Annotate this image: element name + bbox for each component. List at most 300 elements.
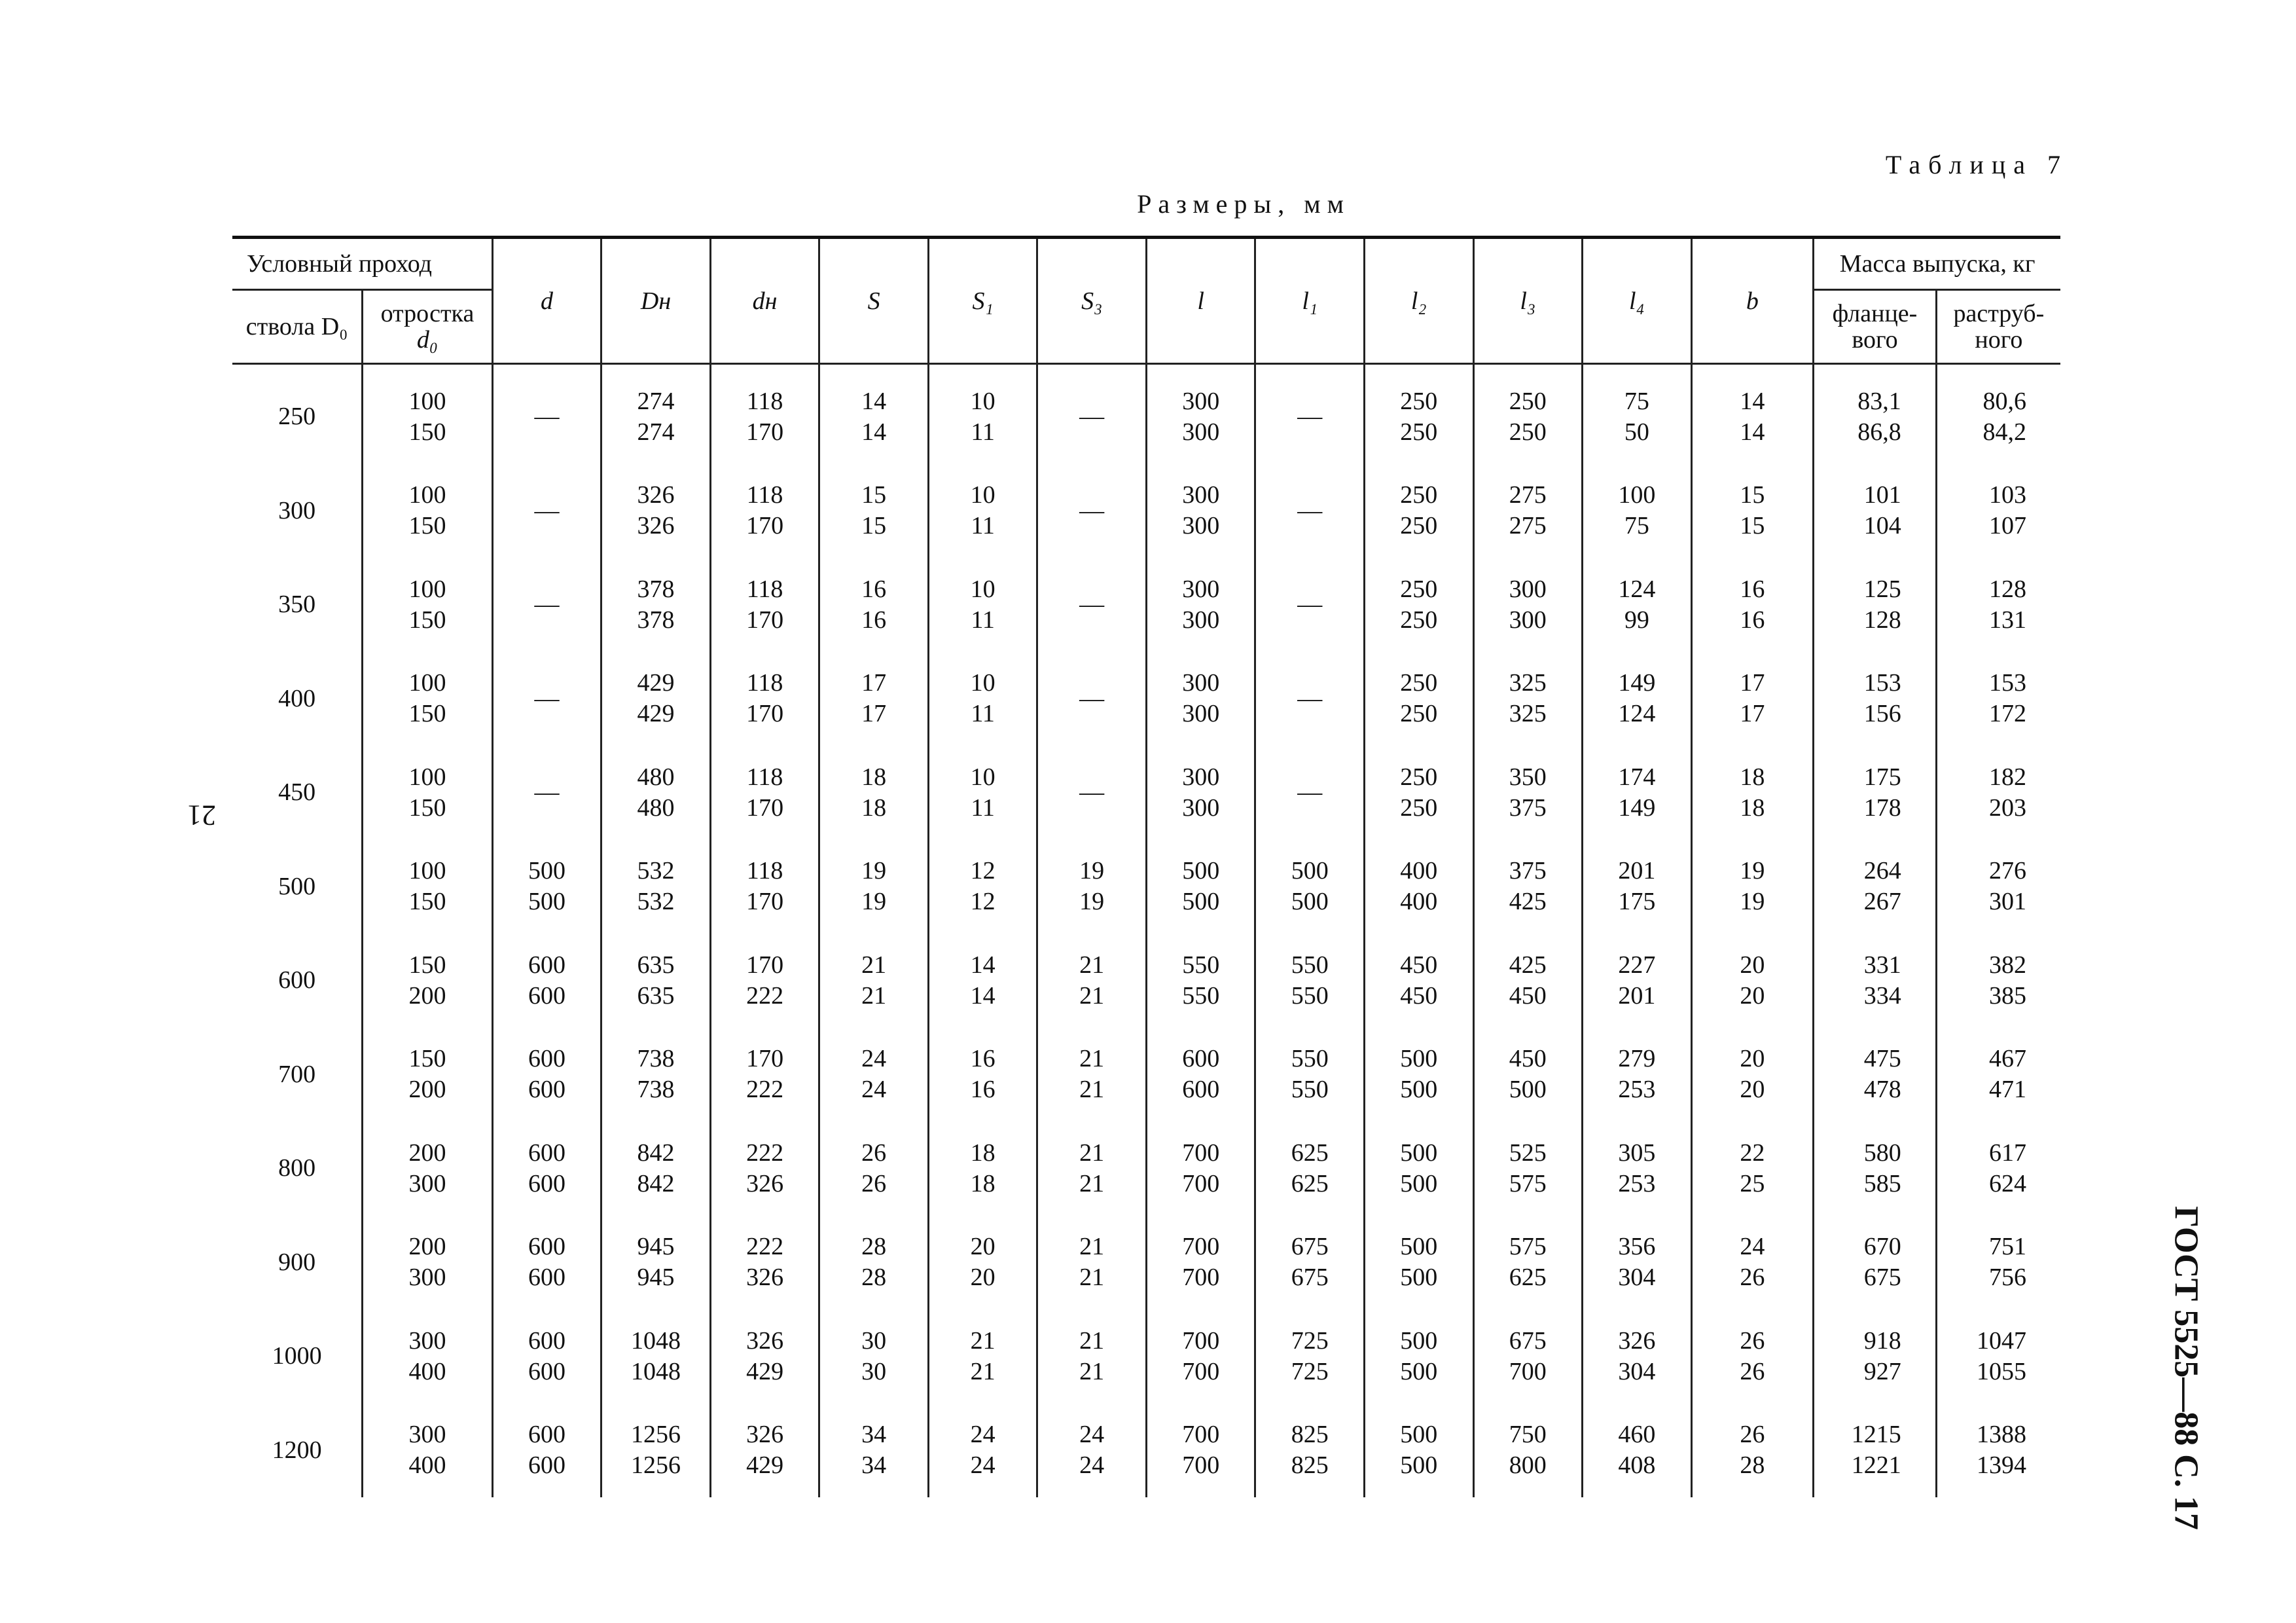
cell-value: 18 (1740, 763, 1765, 791)
cell-value: 26 (1740, 1357, 1765, 1385)
cell-value: 1048 (631, 1326, 681, 1355)
table-row (232, 1028, 2060, 1122)
table-cell (1583, 840, 1692, 934)
cell-value: 500 (1182, 888, 1220, 916)
table-cell (1037, 1122, 1147, 1216)
cell-value: 700 (1182, 1326, 1220, 1355)
cell-value: 149 (1618, 669, 1656, 697)
table-cell (1037, 1216, 1147, 1310)
cell-value: 21 (1079, 1264, 1105, 1292)
cell-value: 170 (746, 418, 784, 446)
table-cell (1814, 746, 1937, 840)
cell-value: 170 (746, 888, 784, 916)
table-cell (1146, 464, 1255, 558)
table-cell (928, 464, 1037, 558)
table-row (232, 558, 2060, 652)
cell-value: 300 (1182, 606, 1220, 634)
cell-value: 300 (1509, 606, 1547, 634)
table-cell (1691, 1122, 1814, 1216)
cell-value: 150 (408, 793, 446, 822)
table-cell (1691, 840, 1814, 934)
table-cell (1583, 1028, 1692, 1122)
table-cell (1473, 840, 1583, 934)
cell-value: 300 (1509, 575, 1547, 603)
cell-value: 450 (1509, 981, 1547, 1010)
table-cell (1473, 1122, 1583, 1216)
table-row (232, 1216, 2060, 1310)
table-cell (1255, 652, 1365, 746)
cell-value: 500 (1400, 1264, 1438, 1292)
cell-trunk-bore: 450 (278, 778, 316, 807)
table-cell (1473, 464, 1583, 558)
table-cell (601, 464, 711, 558)
table-cell (1037, 364, 1147, 464)
cell-value: 301 (1989, 888, 2026, 916)
cell-value: 425 (1509, 951, 1547, 979)
cell-value: 675 (1291, 1233, 1329, 1261)
cell-value: 250 (1400, 575, 1438, 603)
table-cell (1365, 1309, 1474, 1404)
cell-value: 300 (408, 1169, 446, 1197)
table-cell (1583, 464, 1692, 558)
cell-value: 475 (1863, 1045, 1901, 1073)
table-cell (1691, 1309, 1814, 1404)
cell-value: 26 (1740, 1421, 1765, 1449)
table-cell (819, 1309, 929, 1404)
cell-value: 425 (1509, 888, 1547, 916)
cell-value: 21 (1079, 1076, 1105, 1104)
cell-value: 150 (408, 951, 446, 979)
cell-value: 250 (1400, 418, 1438, 446)
cell-value: 20 (970, 1264, 996, 1292)
cell-value: — (1297, 403, 1323, 431)
header-mass-flange-line1: фланце- (1832, 300, 1918, 327)
table-row (232, 934, 2060, 1028)
table-cell (601, 746, 711, 840)
cell-value: 200 (408, 1139, 446, 1167)
table-cell (928, 1122, 1037, 1216)
cell-value: 227 (1618, 951, 1656, 979)
table-cell (363, 1122, 493, 1216)
cell-value: 100 (408, 575, 446, 603)
cell-value: 18 (970, 1139, 996, 1167)
cell-value: 20 (970, 1233, 996, 1261)
cell-value: 500 (1291, 888, 1329, 916)
cell-value: 326 (637, 512, 675, 540)
table-cell (1037, 1404, 1147, 1498)
cell-value: 19 (1740, 857, 1765, 885)
cell-value: 450 (1400, 951, 1438, 979)
table-row (232, 746, 2060, 840)
table-cell (1255, 934, 1365, 1028)
cell-value: 250 (1509, 418, 1547, 446)
cell-value: 378 (637, 575, 675, 603)
cell-value: 276 (1989, 857, 2026, 885)
cell-value: 104 (1863, 512, 1901, 540)
table-cell (1936, 652, 2060, 746)
cell-value: 751 (1989, 1233, 2026, 1261)
cell-value: 12 (970, 857, 996, 885)
cell-value: 480 (637, 793, 675, 822)
cell-value: 1215 (1851, 1421, 1901, 1449)
table-cell (819, 934, 929, 1028)
cell-value: 107 (1989, 512, 2026, 540)
table-cell (928, 364, 1037, 464)
cell-value: 15 (861, 512, 887, 540)
cell-value: 118 (746, 763, 783, 791)
table-cell (1146, 934, 1255, 1028)
cell-value: 274 (637, 387, 675, 415)
cell-value: 580 (1863, 1139, 1901, 1167)
cell-trunk-bore: 900 (278, 1248, 316, 1276)
table-cell (1365, 464, 1474, 558)
cell-value: 150 (408, 418, 446, 446)
table-cell (1037, 934, 1147, 1028)
cell-value: 14 (970, 951, 996, 979)
table-cell (492, 840, 601, 934)
table-row (232, 1404, 2060, 1498)
table-cell (1255, 464, 1365, 558)
cell-value: 118 (746, 575, 783, 603)
table-cell (1473, 1216, 1583, 1310)
cell-value: 200 (408, 981, 446, 1010)
cell-value: 15 (1740, 481, 1765, 509)
table-cell (819, 746, 929, 840)
cell-value: 250 (1400, 763, 1438, 791)
table-cell (1936, 1404, 2060, 1498)
cell-value: 124 (1618, 700, 1656, 728)
table-cell (928, 1309, 1037, 1404)
cell-value: 480 (637, 763, 675, 791)
table-cell (1255, 558, 1365, 652)
cell-value: 170 (746, 700, 784, 728)
table-cell (1473, 1309, 1583, 1404)
cell-value: 600 (528, 1076, 566, 1104)
cell-value: 250 (1400, 387, 1438, 415)
table-cell (928, 652, 1037, 746)
table-cell (1255, 746, 1365, 840)
table-cell (1691, 1028, 1814, 1122)
table-cell (1691, 364, 1814, 464)
cell-value: — (534, 778, 560, 807)
cell-value: 500 (1400, 1169, 1438, 1197)
cell-value: 21 (861, 981, 887, 1010)
cell-value: 18 (861, 763, 887, 791)
cell-value: 24 (970, 1451, 996, 1480)
cell-value: 222 (746, 1233, 784, 1261)
cell-value: 1221 (1851, 1451, 1901, 1480)
table-cell (492, 464, 601, 558)
cell-value: 550 (1291, 951, 1329, 979)
cell-value: 1055 (1977, 1357, 2026, 1385)
cell-value: 700 (1182, 1264, 1220, 1292)
cell-value: 34 (861, 1451, 887, 1480)
cell-value: 18 (1740, 793, 1765, 822)
table-cell (710, 558, 819, 652)
table-cell (1583, 1404, 1692, 1498)
cell-value: 150 (408, 512, 446, 540)
cell-value: 500 (1400, 1357, 1438, 1385)
cell-value: 20 (1740, 1045, 1765, 1073)
cell-value: 738 (637, 1045, 675, 1073)
table-cell (601, 1028, 711, 1122)
cell-value: 21 (1079, 1357, 1105, 1385)
cell-value: 16 (1740, 606, 1765, 634)
cell-value: 1047 (1977, 1326, 2026, 1355)
cell-value: 300 (408, 1264, 446, 1292)
header-param: Dн (601, 238, 711, 364)
table-cell (819, 364, 929, 464)
cell-value: 149 (1618, 793, 1656, 822)
cell-value: 670 (1863, 1233, 1901, 1261)
table-cell (492, 364, 601, 464)
cell-trunk-bore: 700 (278, 1060, 316, 1088)
cell-value: 156 (1863, 700, 1901, 728)
table-cell (363, 934, 493, 1028)
cell-value: 19 (861, 857, 887, 885)
cell-value: 200 (408, 1076, 446, 1104)
header-outlet-mass: Масса выпуска, кг (1814, 238, 2060, 290)
cell-value: 250 (1400, 700, 1438, 728)
cell-value: 600 (528, 1451, 566, 1480)
table-cell (363, 1309, 493, 1404)
cell-value: 304 (1618, 1357, 1656, 1385)
cell-value: 300 (1182, 481, 1220, 509)
cell-value: 585 (1863, 1169, 1901, 1197)
cell-value: 300 (408, 1421, 446, 1449)
cell-value: 201 (1618, 857, 1656, 885)
cell-value: 172 (1989, 700, 2026, 728)
cell-value: 14 (1740, 387, 1765, 415)
cell-value: 334 (1863, 981, 1901, 1010)
table-cell (928, 1028, 1037, 1122)
header-mass-socket-line1: раструб- (1953, 300, 2045, 327)
cell-value: 24 (1079, 1421, 1105, 1449)
table-cell (1583, 1309, 1692, 1404)
cell-value: 600 (528, 981, 566, 1010)
cell-value: — (1297, 778, 1323, 807)
table-label: Таблица 7 (1885, 150, 2068, 179)
table-cell (1255, 1216, 1365, 1310)
cell-value: 250 (1400, 481, 1438, 509)
table-cell (363, 1216, 493, 1310)
cell-value: 16 (970, 1076, 996, 1104)
cell-value: 625 (1509, 1264, 1547, 1292)
table-cell (1691, 1404, 1814, 1498)
cell-value: 550 (1182, 951, 1220, 979)
cell-value: 575 (1509, 1169, 1547, 1197)
cell-value: 725 (1291, 1357, 1329, 1385)
cell-value: 350 (1509, 763, 1547, 791)
table-cell (1473, 934, 1583, 1028)
header-param: l₄ (1583, 238, 1692, 364)
table-cell (1583, 558, 1692, 652)
cell-value: 101 (1863, 481, 1901, 509)
cell-value: 600 (528, 951, 566, 979)
cell-value: 842 (637, 1169, 675, 1197)
dimensions-table (232, 236, 2060, 1497)
cell-value: 253 (1618, 1076, 1656, 1104)
cell-value: 170 (746, 512, 784, 540)
table-cell (819, 1028, 929, 1122)
table-cell (928, 1404, 1037, 1498)
cell-value: 118 (746, 387, 783, 415)
table-row (232, 364, 2060, 464)
cell-value: 945 (637, 1264, 675, 1292)
table-cell (1814, 558, 1937, 652)
cell-value: 75 (1624, 512, 1649, 540)
cell-value: 300 (1182, 669, 1220, 697)
cell-value: 21 (1079, 1233, 1105, 1261)
cell-value: 625 (1291, 1169, 1329, 1197)
cell-value: 10 (970, 387, 996, 415)
cell-value: 500 (1400, 1326, 1438, 1355)
table-cell (1814, 1216, 1937, 1310)
table-cell (1146, 558, 1255, 652)
cell-value: 170 (746, 951, 784, 979)
cell-value: 24 (1740, 1233, 1765, 1261)
cell-value: 24 (1079, 1451, 1105, 1480)
cell-value: 118 (746, 857, 783, 885)
table-cell (1146, 652, 1255, 746)
cell-value: 400 (1400, 857, 1438, 885)
cell-value: 825 (1291, 1451, 1329, 1480)
table-cell (492, 558, 601, 652)
table-cell (819, 1216, 929, 1310)
table-cell (1037, 558, 1147, 652)
cell-value: 467 (1989, 1045, 2026, 1073)
cell-value: 16 (861, 575, 887, 603)
cell-value: 15 (861, 481, 887, 509)
cell-value: 19 (1740, 888, 1765, 916)
cell-value: 21 (970, 1326, 996, 1355)
header-param: b (1691, 238, 1814, 364)
table-cell (819, 1404, 929, 1498)
cell-value: 375 (1509, 857, 1547, 885)
table-cell (710, 746, 819, 840)
cell-value: 326 (746, 1264, 784, 1292)
cell-value: 532 (637, 888, 675, 916)
cell-value: 222 (746, 1139, 784, 1167)
table-cell (1583, 364, 1692, 464)
cell-value: 382 (1989, 951, 2026, 979)
header-mass-socket-line2: ного (1975, 326, 2023, 354)
table-cell (928, 840, 1037, 934)
table-cell (819, 464, 929, 558)
cell-value: 800 (1509, 1451, 1547, 1480)
cell-value: 26 (861, 1169, 887, 1197)
table-cell (492, 1122, 601, 1216)
table-cell (601, 1404, 711, 1498)
table-cell (1814, 1309, 1937, 1404)
table-cell (1936, 1309, 2060, 1404)
table-cell (1037, 1028, 1147, 1122)
cell-value: 264 (1863, 857, 1901, 885)
cell-value: 471 (1989, 1076, 2026, 1104)
cell-value: 26 (1740, 1264, 1765, 1292)
table-cell (1691, 934, 1814, 1028)
cell-value: 10 (970, 763, 996, 791)
header-param: l₂ (1365, 238, 1474, 364)
table-cell (928, 1216, 1037, 1310)
cell-value: 408 (1618, 1451, 1656, 1480)
header-mass-flange (1814, 290, 1937, 364)
cell-value: 450 (1509, 1045, 1547, 1073)
table-cell (1365, 1404, 1474, 1498)
cell-value: 478 (1863, 1076, 1901, 1104)
cell-value: 600 (528, 1357, 566, 1385)
table-cell (710, 1309, 819, 1404)
cell-value: 356 (1618, 1233, 1656, 1261)
table-cell (1365, 934, 1474, 1028)
table-cell (710, 1404, 819, 1498)
cell-value: 12 (970, 888, 996, 916)
cell-value: 326 (1618, 1326, 1656, 1355)
table-cell (1583, 934, 1692, 1028)
cell-value: 28 (1740, 1451, 1765, 1480)
cell-trunk-bore: 500 (278, 872, 316, 900)
table-cell (1365, 652, 1474, 746)
cell-value: 725 (1291, 1326, 1329, 1355)
table-cell (363, 364, 493, 464)
cell-value: 17 (861, 669, 887, 697)
cell-value: 738 (637, 1076, 675, 1104)
table-cell (1365, 1216, 1474, 1310)
cell-value: 842 (637, 1139, 675, 1167)
table-cell (710, 652, 819, 746)
table-cell (363, 652, 493, 746)
cell-value: 20 (1740, 1076, 1765, 1104)
cell-value: 20 (1740, 981, 1765, 1010)
cell-trunk-bore: 400 (278, 684, 316, 712)
table-header (232, 238, 2060, 364)
cell-value: 16 (861, 606, 887, 634)
cell-value: 756 (1989, 1264, 2026, 1292)
cell-value: 34 (861, 1421, 887, 1449)
cell-value: 304 (1618, 1264, 1656, 1292)
cell-value: 326 (637, 481, 675, 509)
cell-value: 300 (1182, 512, 1220, 540)
table-cell (710, 1028, 819, 1122)
cell-value: 550 (1291, 981, 1329, 1010)
cell-value: 300 (408, 1326, 446, 1355)
table-cell (1365, 746, 1474, 840)
cell-value: 30 (861, 1326, 887, 1355)
cell-value: 1256 (631, 1421, 681, 1449)
table-cell (1691, 652, 1814, 746)
cell-value: 927 (1863, 1357, 1901, 1385)
cell-value: 100 (408, 481, 446, 509)
table-cell (1365, 364, 1474, 464)
cell-value: 174 (1618, 763, 1656, 791)
cell-trunk-bore: 350 (278, 591, 316, 619)
table-cell (1255, 1309, 1365, 1404)
cell-value: 118 (746, 481, 783, 509)
cell-value: 125 (1863, 575, 1901, 603)
cell-trunk-bore: 250 (278, 403, 316, 431)
table-cell (363, 464, 493, 558)
cell-value: 700 (1182, 1357, 1220, 1385)
table-cell (1146, 1122, 1255, 1216)
cell-value: 21 (1079, 1326, 1105, 1355)
table-cell (1936, 1216, 2060, 1310)
cell-value: 600 (528, 1264, 566, 1292)
cell-value: 500 (1400, 1233, 1438, 1261)
cell-value: — (534, 403, 560, 431)
table-cell (1583, 746, 1692, 840)
cell-value: 675 (1291, 1264, 1329, 1292)
table-row (232, 1309, 2060, 1404)
